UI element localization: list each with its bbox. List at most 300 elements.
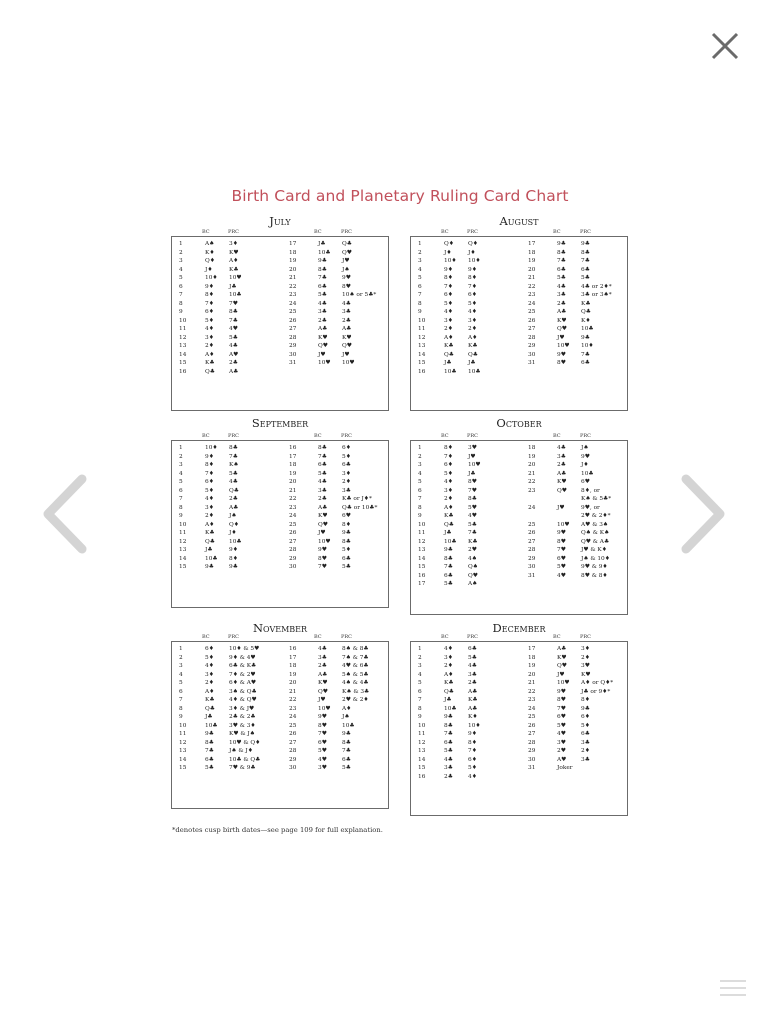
column-header-prc: PRC [467, 229, 478, 235]
column-headers [171, 433, 389, 440]
day-cell: 26 [528, 722, 536, 729]
day-cell: 13 [179, 343, 187, 349]
table-row [411, 722, 627, 731]
day-cell: 28 [528, 739, 536, 746]
day-cell: 5 [179, 680, 183, 686]
day-cell: 13 [418, 547, 426, 553]
table-row [411, 257, 627, 266]
birth-card-cell: 10♣ [205, 555, 218, 562]
birth-card-cell: 9♥ [557, 530, 566, 536]
ruling-card-cell: 6♣ & K♣ [229, 663, 257, 669]
ruling-card-cell: K♣ or J♦* [342, 496, 372, 502]
table-row [172, 546, 388, 555]
day-cell: 15 [179, 360, 187, 366]
birth-card-cell: A♣ [557, 309, 567, 315]
ruling-card-cell: 3♦ [229, 241, 238, 247]
table-row [172, 764, 388, 773]
ruling-card-cell: 8♥ & 8♦ [581, 572, 608, 579]
birth-card-cell: 9♦ [205, 283, 214, 290]
previous-page-button[interactable] [40, 473, 92, 555]
ruling-card-cell: A♦ or Q♦* [581, 680, 614, 686]
birth-card-cell: 3♥ [557, 739, 566, 746]
close-icon [705, 26, 745, 66]
birth-card-cell: 2♥ [557, 748, 566, 754]
table-row [411, 529, 627, 538]
birth-card-cell: 6♣ [318, 283, 327, 290]
day-cell: 1 [179, 445, 183, 451]
ruling-card-cell: 2♣ [468, 680, 477, 686]
day-cell: 6 [179, 487, 183, 494]
table-row [172, 478, 388, 487]
birth-card-cell: 5♦ [205, 654, 214, 661]
birth-card-cell: 9♦ [205, 453, 214, 460]
ruling-card-cell: K♣ [468, 343, 478, 349]
column-headers [410, 634, 628, 641]
day-cell: 25 [528, 309, 536, 315]
birth-card-cell: 7♥ [557, 705, 566, 712]
ruling-card-cell: 7♣ [229, 317, 238, 324]
birth-card-cell: 8♦ [205, 292, 214, 298]
day-cell: 31 [528, 765, 536, 771]
table-row [411, 444, 627, 453]
table-row [172, 696, 388, 705]
day-cell: 10 [418, 521, 426, 528]
birth-card-cell: 10♥ [318, 705, 331, 712]
ruling-card-cell: 8♣ [342, 538, 351, 545]
ruling-card-cell: 5♣ [229, 470, 238, 477]
day-cell: 27 [289, 326, 297, 332]
day-cell: 29 [289, 343, 297, 349]
birth-card-cell: A♣ [557, 470, 567, 477]
birth-card-cell: 3♥ [318, 765, 327, 771]
table-row [411, 546, 627, 555]
ruling-card-cell: 8♦ [468, 275, 477, 281]
birth-card-cell: 5♣ [318, 470, 327, 477]
day-cell: 26 [289, 530, 297, 536]
menu-button[interactable] [716, 976, 750, 1000]
ruling-card-cell: 3♣ [342, 309, 351, 315]
ruling-card-cell: 3♦ [468, 317, 477, 324]
ruling-card-cell: A♦ [342, 705, 352, 712]
ruling-card-cell: 8♦ [581, 697, 590, 703]
ruling-card-cell: 7♦ & 2♥ [229, 671, 256, 678]
day-cell: 17 [418, 581, 426, 587]
birth-card-cell: 7♣ [318, 453, 327, 460]
ruling-card-cell: 3♥ & 3♦ [229, 722, 256, 729]
table-row [172, 538, 388, 547]
ruling-card-cell: 9♦ & 4♥ [229, 654, 256, 661]
birth-card-cell: 8♣ [318, 266, 327, 273]
table-row [172, 722, 388, 731]
table-row [172, 308, 388, 317]
birth-card-cell: 3♦ [205, 671, 214, 678]
birth-card-cell: A♦ [444, 334, 454, 341]
day-cell: 14 [418, 555, 426, 562]
day-cell: 30 [289, 564, 297, 570]
day-cell: 20 [528, 266, 536, 273]
day-cell: 7 [179, 292, 183, 298]
day-cell: 31 [289, 360, 297, 366]
birth-card-cell: 2♣ [318, 496, 327, 502]
birth-card-cell: 7♥ [557, 547, 566, 553]
day-cell: 9 [179, 714, 183, 720]
birth-card-cell: 7♦ [205, 470, 214, 477]
birth-card-cell: 9♣ [318, 258, 327, 264]
birth-card-cell: A♥ [557, 756, 567, 763]
birth-card-cell: Q♣ [205, 368, 215, 375]
birth-card-cell: K♥ [557, 654, 567, 661]
birth-card-cell: K♥ [318, 334, 328, 341]
month-title: September [251, 416, 309, 430]
birth-card-cell: J♣ [205, 714, 213, 720]
ruling-card-cell: K♥ [581, 671, 591, 678]
ruling-card-cell: K♥ [342, 334, 352, 341]
table-row [172, 291, 388, 300]
day-cell: 9 [418, 309, 422, 315]
day-cell: 11 [418, 326, 426, 332]
ruling-card-cell: A♣ [468, 705, 478, 712]
day-cell: 27 [289, 538, 297, 545]
day-cell: 7 [179, 697, 183, 703]
day-cell: 12 [418, 334, 426, 341]
ruling-card-cell: K♦ [581, 317, 591, 324]
ruling-card-cell: 3♦ [581, 646, 590, 652]
day-cell: 1 [418, 646, 422, 652]
day-cell: 14 [418, 351, 426, 358]
birth-card-cell: J♦ [205, 266, 213, 273]
ruling-card-cell: 8♠ & 8♣ [342, 646, 369, 652]
ruling-card-cell: 10♣ [581, 326, 594, 332]
day-cell: 30 [528, 756, 536, 763]
ruling-card-cell: 5♥ [468, 504, 477, 511]
birth-card-cell: 6♣ [205, 756, 214, 763]
ruling-card-cell: 5♣ [229, 334, 238, 341]
ruling-card-cell: J♠ [581, 445, 589, 451]
ruling-card-cell: A♥ [229, 351, 239, 358]
birth-card-cell: 9♣ [444, 547, 453, 553]
ruling-card-cell: 3♦ [342, 470, 351, 477]
birth-card-cell: 4♦ [444, 479, 453, 485]
ruling-card-cell: Q♥ [342, 249, 352, 256]
ruling-card-cell: 8♣ [342, 739, 351, 746]
ruling-card-cell: 2♦ [342, 479, 351, 485]
table-row [411, 453, 627, 462]
chevron-right-icon [676, 473, 728, 555]
ruling-card-cell: 10♣ [468, 368, 481, 375]
table-row [172, 453, 388, 462]
day-cell: 8 [179, 705, 183, 712]
table-row [172, 266, 388, 275]
birth-card-cell: 5♥ [557, 722, 566, 729]
day-cell: 19 [289, 470, 297, 477]
day-cell: 28 [289, 748, 297, 754]
birth-card-cell: 10♥ [318, 360, 331, 366]
ruling-card-cell: Q♥ [342, 343, 352, 349]
ruling-card-cell: 9♣ [342, 731, 351, 737]
day-cell: 4 [418, 671, 422, 678]
day-cell: 29 [528, 555, 536, 562]
ruling-card-cell: 8♦ [468, 739, 477, 746]
birth-card-cell: 4♦ [444, 646, 453, 652]
birth-card-cell: 6♣ [318, 462, 327, 468]
day-cell: 2 [418, 453, 422, 460]
ruling-card-cell: 9♥ [342, 275, 351, 281]
ruling-card-cell: K♣ [468, 697, 478, 703]
ruling-card-cell: K♥ & J♠ [229, 731, 255, 737]
day-cell: 29 [528, 343, 536, 349]
ruling-card-cell: Q♠ [468, 564, 478, 570]
day-cell: 15 [418, 564, 426, 570]
ruling-card-cell: 6♣ [581, 266, 590, 273]
table-row [411, 580, 627, 589]
birth-card-cell: 4♦ [444, 309, 453, 315]
birth-card-cell: Q♥ [557, 663, 567, 669]
day-cell: 3 [179, 258, 183, 264]
table-row [411, 240, 627, 249]
ruling-card-cell: 9♥ & 9♦ [581, 564, 608, 570]
day-cell: 15 [418, 765, 426, 771]
birth-card-cell: 3♣ [557, 453, 566, 460]
table-row [411, 662, 627, 671]
birth-card-cell: Q♦ [444, 241, 454, 247]
ruling-card-cell: 2♣ [229, 496, 238, 502]
ruling-card-cell: 5♦ [342, 547, 351, 553]
ruling-card-cell: 8♥ [342, 283, 351, 290]
day-cell: 22 [289, 496, 297, 502]
ruling-card-cell: 9♦ [229, 547, 238, 553]
ruling-card-cell: 4♥ & 6♣ [342, 663, 369, 669]
ruling-card-cell: 6♣ [342, 462, 351, 468]
column-header-prc: PRC [580, 229, 591, 235]
day-cell: 6 [418, 283, 422, 290]
ruling-card-cell: J♠ [229, 513, 237, 519]
day-cell: 4 [418, 470, 422, 477]
day-cell: 8 [179, 300, 183, 307]
birth-card-cell: 5♥ [557, 564, 566, 570]
birth-card-cell: A♣ [318, 671, 328, 678]
ruling-card-cell: 6♣ [468, 646, 477, 652]
day-cell: 18 [289, 249, 297, 256]
ruling-card-cell: A♦ [229, 258, 239, 264]
day-cell: 9 [418, 513, 422, 519]
day-cell: 21 [289, 275, 297, 281]
month-table [171, 641, 389, 809]
ruling-card-cell: Q♥ & A♣ [581, 538, 610, 545]
footnote: *denotes cusp birth dates—see page 109 for full explanation. [172, 826, 383, 834]
day-cell: 8 [418, 504, 422, 511]
birth-card-cell: 5♦ [444, 470, 453, 477]
birth-card-cell: 10♦ [205, 275, 218, 281]
day-cell: 10 [418, 722, 426, 729]
birth-card-cell: 10♥ [318, 538, 331, 545]
day-cell: 7 [418, 496, 422, 502]
ruling-card-cell: J♠ & 10♦ [581, 555, 610, 562]
birth-card-cell: 8♥ [318, 722, 327, 729]
table-row [411, 351, 627, 360]
ruling-card-cell: 2♣ [229, 360, 238, 366]
table-row [411, 730, 627, 739]
table-row [172, 249, 388, 258]
ruling-card-cell: 10♥ [229, 275, 242, 281]
column-header-bc: BC [441, 229, 449, 235]
month-title: November [252, 621, 308, 635]
column-header-prc: PRC [580, 634, 591, 640]
table-row [172, 274, 388, 283]
table-row [172, 487, 388, 496]
table-row [411, 521, 627, 530]
day-cell: 25 [289, 309, 297, 315]
birth-card-cell: 4♣ [318, 300, 327, 307]
next-page-button[interactable] [676, 473, 728, 555]
chevron-left-icon [40, 473, 92, 555]
birth-card-cell: K♣ [205, 697, 215, 703]
day-cell: 13 [418, 748, 426, 754]
day-cell: 9 [179, 513, 183, 519]
day-cell: 27 [528, 538, 536, 545]
birth-card-cell: 8♥ [557, 360, 566, 366]
day-cell: 7 [418, 292, 422, 298]
column-header-bc: BC [553, 634, 561, 640]
birth-card-cell: 10♣ [444, 705, 457, 712]
table-row [172, 504, 388, 513]
birth-card-cell: 10♥ [557, 343, 570, 349]
table-row [411, 764, 627, 773]
ruling-card-cell: Q♠ & K♠ [581, 530, 610, 536]
birth-card-cell: K♣ [444, 680, 454, 686]
day-cell: 16 [289, 445, 297, 451]
ruling-card-cell: K♠ [229, 462, 239, 468]
day-cell: 26 [289, 731, 297, 737]
day-cell: 23 [289, 292, 297, 298]
day-cell: 17 [289, 241, 297, 247]
day-cell: 6 [418, 487, 422, 494]
ruling-card-cell: 3♣ [342, 487, 351, 494]
birth-card-cell: 4♣ [557, 283, 566, 290]
day-cell: 2 [418, 654, 422, 661]
ruling-card-cell: 8♣ [229, 445, 238, 451]
birth-card-cell: Q♥ [318, 343, 328, 349]
ruling-card-cell: 10♥ & Q♦ [229, 739, 261, 746]
birth-card-cell: K♥ [318, 513, 328, 519]
column-headers [171, 634, 389, 641]
day-cell: 22 [528, 283, 536, 290]
ruling-card-cell: 5♦ [581, 722, 590, 729]
month-title: October [496, 416, 542, 430]
ruling-card-cell: 2♣ [342, 317, 351, 324]
column-header-bc: BC [202, 229, 210, 235]
birth-card-cell: J♥ [318, 351, 326, 358]
ruling-card-cell: 2♦ [581, 748, 590, 754]
ruling-card-cell: 6♦ [581, 714, 590, 720]
day-cell: 7 [179, 496, 183, 502]
day-cell: 23 [289, 504, 297, 511]
ruling-card-cell: 9♦ [468, 266, 477, 273]
ruling-card-cell: 5♦ [468, 765, 477, 771]
day-cell: 24 [289, 513, 297, 519]
table-row [172, 283, 388, 292]
day-cell: 21 [528, 275, 536, 281]
ruling-card-cell: 4♠ & 4♣ [342, 680, 369, 686]
day-cell: 2 [179, 453, 183, 460]
ruling-card-cell: Q♣ or 10♣* [342, 504, 378, 511]
ruling-card-cell: 6♦ & A♥ [229, 680, 257, 686]
table-row [411, 773, 627, 782]
ruling-card-cell: 7♦ [468, 283, 477, 290]
day-cell: 16 [418, 572, 426, 579]
table-row [411, 504, 627, 513]
day-cell: 14 [179, 756, 187, 763]
birth-card-cell: 3♣ [557, 292, 566, 298]
birth-card-cell: 6♣ [444, 572, 453, 579]
table-row [172, 555, 388, 564]
ruling-card-cell: Q♣ [229, 487, 239, 494]
day-cell: 12 [179, 334, 187, 341]
table-row [172, 512, 388, 521]
birth-card-cell: 8♣ [444, 722, 453, 729]
table-row [172, 679, 388, 688]
birth-card-cell: 9♦ [444, 266, 453, 273]
table-row [411, 495, 627, 504]
ruling-card-cell: 5♣ [342, 765, 351, 771]
column-header-bc: BC [202, 634, 210, 640]
table-row [172, 334, 388, 343]
birth-card-cell: 8♦ [444, 445, 453, 451]
month-title: December [492, 621, 546, 635]
ruling-card-cell: K♥ [229, 249, 239, 256]
ruling-card-cell: A♣ [229, 504, 239, 511]
birth-card-cell: 2♣ [557, 300, 566, 307]
table-row [172, 521, 388, 530]
day-cell: 6 [418, 688, 422, 695]
ruling-card-cell: 10♦ & 5♥ [229, 646, 260, 652]
day-cell: 4 [179, 266, 183, 273]
birth-card-cell: 10♣ [318, 249, 331, 256]
day-cell: 15 [418, 360, 426, 366]
ruling-card-cell: 4♥ [229, 326, 238, 332]
day-cell: 20 [289, 479, 297, 485]
birth-card-cell: 10♥ [557, 680, 570, 686]
ruling-card-cell: J♥ & K♦ [581, 547, 607, 553]
ruling-card-cell: 7♣ [581, 258, 590, 264]
day-cell: 14 [179, 351, 187, 358]
birth-card-cell: 8♥ [557, 538, 566, 545]
month-table [410, 440, 628, 615]
column-header-prc: PRC [580, 433, 591, 439]
birth-card-cell: 7♦ [444, 283, 453, 290]
day-cell: 22 [289, 283, 297, 290]
day-cell: 17 [289, 453, 297, 460]
birth-card-cell: 7♣ [205, 748, 214, 754]
table-row [411, 679, 627, 688]
birth-card-cell: 2♣ [318, 317, 327, 324]
day-cell: 21 [289, 487, 297, 494]
close-button[interactable] [705, 26, 745, 66]
ruling-card-cell: Q♣ [581, 309, 591, 315]
day-cell: 17 [289, 654, 297, 661]
birth-card-cell: J♦ [444, 249, 452, 256]
birth-card-cell: J♥ [318, 530, 326, 536]
ruling-card-cell: 2♦ [468, 326, 477, 332]
birth-card-cell: 10♣ [205, 722, 218, 729]
birth-card-cell: A♠ [205, 241, 215, 247]
table-row [172, 563, 388, 572]
ruling-card-cell: 6♦ [468, 756, 477, 763]
column-header-prc: PRC [228, 634, 239, 640]
table-row [411, 756, 627, 765]
ruling-card-cell: 7♥ [468, 487, 477, 494]
birth-card-cell: J♥ [318, 697, 326, 703]
month-table [410, 641, 628, 816]
